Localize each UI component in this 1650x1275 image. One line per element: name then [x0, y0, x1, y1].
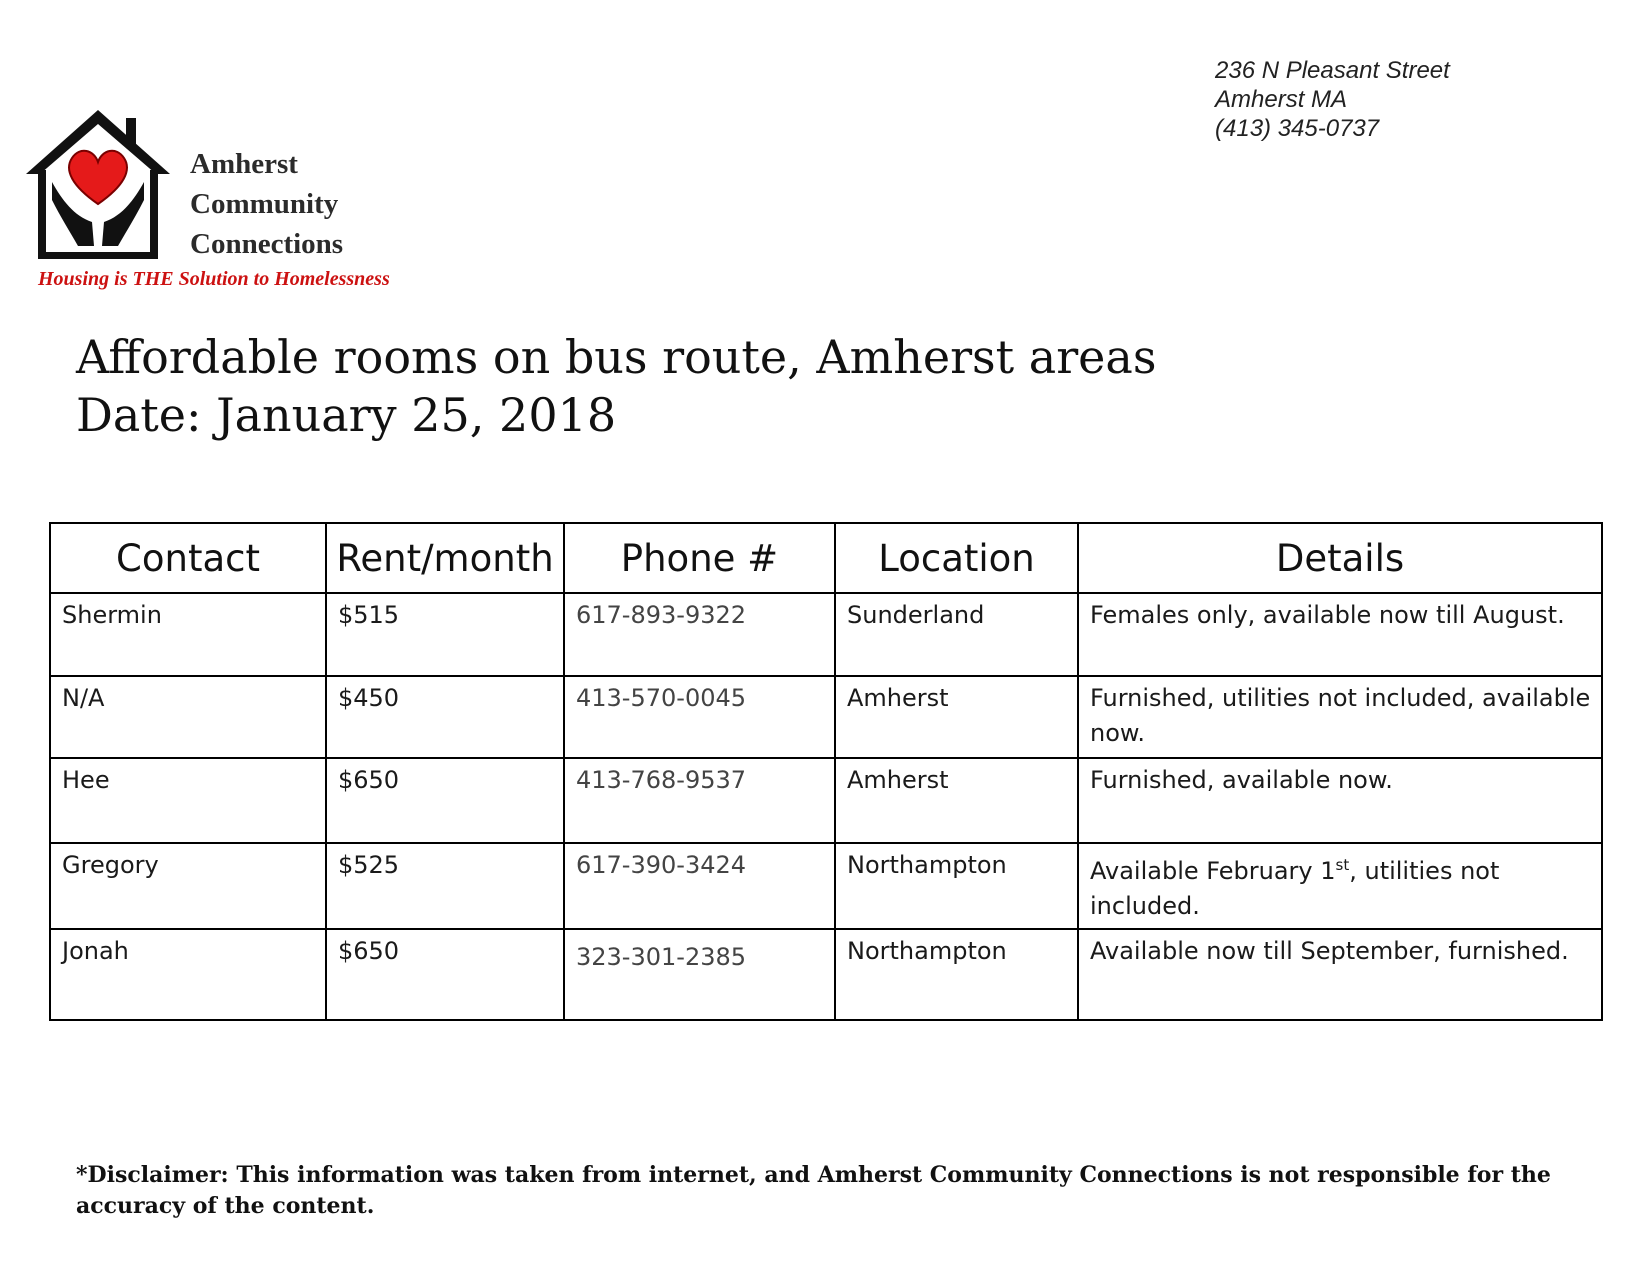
table-row: [50, 929, 1602, 1020]
cell-contact: N/A: [50, 676, 326, 758]
details-text-post: , utilities not included.: [1090, 857, 1500, 920]
cell-details: Furnished, utilities not included, available now.: [1078, 676, 1602, 758]
cell-phone: 617-390-3424: [564, 843, 835, 929]
page-date: Date: January 25, 2018: [76, 388, 617, 442]
cell-location: Northampton: [835, 843, 1078, 929]
cell-rent: $650: [326, 929, 564, 1020]
table-row: [50, 758, 1602, 843]
header-location: Location: [835, 523, 1078, 593]
house-heart-hands-icon: [22, 104, 202, 264]
cell-location: Amherst: [835, 758, 1078, 843]
logo-name-line1: Amherst: [190, 148, 298, 180]
disclaimer: *Disclaimer: This information was taken from internet, and Amherst Community Connections is not responsible for the accuracy of the content.: [76, 1162, 1551, 1219]
table-row: [50, 593, 1602, 676]
address-street: 236 N Pleasant Street: [1215, 57, 1450, 84]
address-city: Amherst MA: [1215, 86, 1348, 113]
table-header-row: [50, 523, 1602, 593]
cell-contact: Shermin: [50, 593, 326, 676]
logo-name-line3: Connections: [190, 228, 344, 260]
page-title: Affordable rooms on bus route, Amherst areas: [76, 330, 1157, 384]
cell-location: Amherst: [835, 676, 1078, 758]
table-row: [50, 676, 1602, 758]
cell-contact: Gregory: [50, 843, 326, 929]
cell-details: [1078, 843, 1602, 929]
logo-wordmark: [190, 144, 343, 264]
cell-rent: $450: [326, 676, 564, 758]
table-row: [50, 843, 1602, 929]
organization-address: [1215, 56, 1450, 143]
details-ordinal-suffix: st: [1335, 856, 1350, 874]
cell-details: Furnished, available now.: [1078, 758, 1602, 843]
cell-contact: Jonah: [50, 929, 326, 1020]
cell-location: Northampton: [835, 929, 1078, 1020]
header-phone: Phone #: [564, 523, 835, 593]
logo-tagline: Housing is THE Solution to Homelessness: [38, 268, 390, 290]
logo-name-line2: Community: [190, 188, 339, 220]
cell-phone: 617-893-9322: [564, 593, 835, 676]
header-details: Details: [1078, 523, 1602, 593]
cell-phone: 413-570-0045: [564, 676, 835, 758]
cell-rent: $515: [326, 593, 564, 676]
cell-rent: $650: [326, 758, 564, 843]
listings-table: [49, 522, 1603, 1021]
cell-phone: 413-768-9537: [564, 758, 835, 843]
details-text-pre: Available February 1: [1090, 857, 1336, 885]
cell-details: Available now till September, furnished.: [1078, 929, 1602, 1020]
organization-logo: [22, 104, 468, 296]
cell-contact: Hee: [50, 758, 326, 843]
cell-rent: $525: [326, 843, 564, 929]
address-phone: (413) 345-0737: [1215, 115, 1380, 142]
cell-details: Females only, available now till August.: [1078, 593, 1602, 676]
phone-text: 323-301-2385: [576, 943, 747, 971]
cell-location: Sunderland: [835, 593, 1078, 676]
page-heading: [76, 328, 1156, 444]
cell-phone: [564, 929, 835, 1020]
header-contact: Contact: [50, 523, 326, 593]
header-rent: Rent/month: [326, 523, 564, 593]
